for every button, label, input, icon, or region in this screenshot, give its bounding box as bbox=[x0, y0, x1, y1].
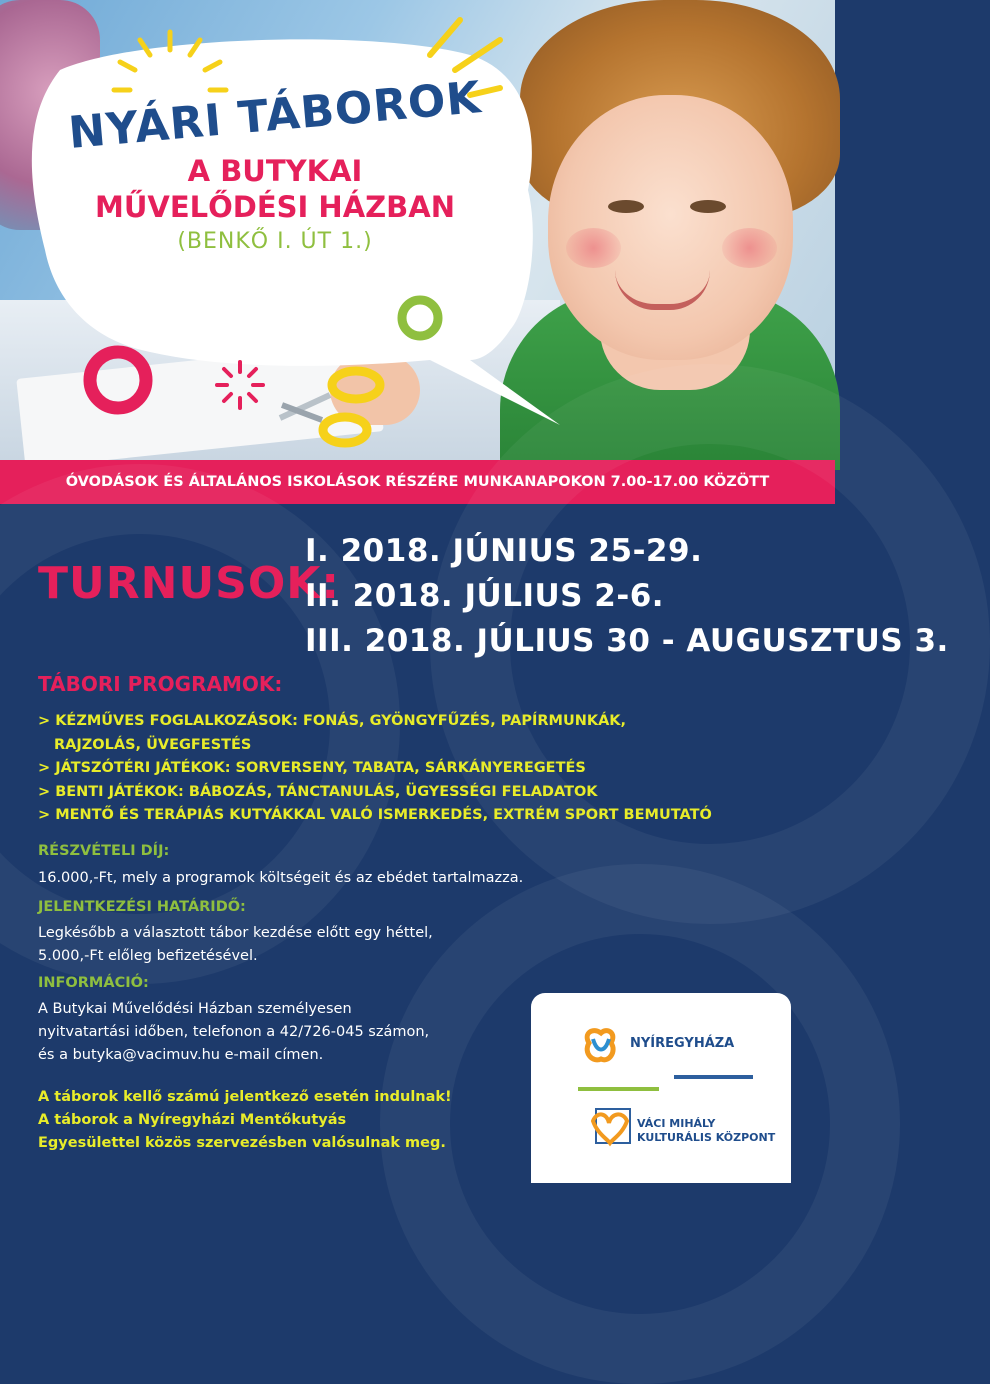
turnus-item-3: III. 2018. JÚLIUS 30 - AUGUSZTUS 3. bbox=[305, 623, 949, 659]
audience-banner: ÓVODÁSOK ÉS ÁLTALÁNOS ISKOLÁSOK RÉSZÉRE MUNKANAPOKON 7.00-17.00 KÖZÖTT bbox=[0, 460, 835, 504]
closing-line-3: Egyesülettel közös szervezésben valósulnak meg. bbox=[38, 1135, 446, 1151]
deadline-line-2: 5.000,-Ft előleg befizetésével. bbox=[38, 948, 258, 964]
nyiregyhaza-logo-text: NYÍREGYHÁZA bbox=[630, 1036, 735, 1051]
turnus-label: TURNUSOK: bbox=[38, 558, 340, 609]
list-item: > KÉZMŰVES FOGLALKOZÁSOK: FONÁS, GYÖNGYFŰZÉS, PAPÍRMUNKÁK, bbox=[38, 713, 627, 729]
list-item: > JÁTSZÓTÉRI JÁTÉKOK: SORVERSENY, TABATA, SÁRKÁNYEREGETÉS bbox=[38, 760, 586, 776]
nyiregyhaza-logo-icon bbox=[587, 1031, 613, 1060]
list-item: RAJZOLÁS, ÜVEGFESTÉS bbox=[54, 736, 252, 753]
pink-ring-icon bbox=[90, 352, 146, 408]
programs-heading: TÁBORI PROGRAMOK: bbox=[38, 672, 283, 696]
turnus-item-2: II. 2018. JÚLIUS 2-6. bbox=[305, 578, 665, 614]
subtitle-line-1: A BUTYKAI bbox=[187, 154, 363, 188]
fee-text: 16.000,-Ft, mely a programok költségeit és az ebédet tartalmazza. bbox=[38, 870, 524, 886]
page-title: NYÁRI TÁBOROK bbox=[66, 72, 484, 159]
deadline-heading: JELENTKEZÉSI HATÁRIDŐ: bbox=[38, 899, 246, 915]
vaci-mihaly-logo-text-2: KULTURÁLIS KÖZPONT bbox=[637, 1131, 776, 1144]
list-item: > MENTŐ ÉS TERÁPIÁS KUTYÁKKAL VALÓ ISMERKEDÉS, EXTRÉM SPORT BEMUTATÓ bbox=[38, 807, 712, 823]
pink-burst-icon bbox=[217, 362, 263, 408]
vaci-mihaly-logo-icon bbox=[593, 1109, 630, 1143]
title-block bbox=[40, 72, 510, 254]
info-line-1: A Butykai Művelődési Házban személyesen bbox=[38, 1001, 352, 1017]
closing-line-1: A táborok kellő számú jelentkező esetén indulnak! bbox=[38, 1089, 452, 1105]
programs-list bbox=[38, 710, 798, 828]
vaci-mihaly-logo-text-1: VÁCI MIHÁLY bbox=[637, 1117, 716, 1130]
logo-graphics bbox=[531, 993, 791, 1183]
info-heading: INFORMÁCIÓ: bbox=[38, 975, 149, 991]
closing-note bbox=[38, 1086, 518, 1155]
turnus-item-1: I. 2018. JÚNIUS 25-29. bbox=[305, 533, 703, 569]
scissors-icon bbox=[280, 371, 380, 443]
list-item: > BENTI JÁTÉKOK: BÁBOZÁS, TÁNCTANULÁS, ÜGYESSÉGI FELADATOK bbox=[38, 783, 598, 800]
info-line-2: nyitvatartási időben, telefonon a 42/726-045 számon, bbox=[38, 1024, 430, 1040]
address: (BENKŐ I. ÚT 1.) bbox=[177, 229, 373, 254]
logo-card bbox=[531, 993, 791, 1183]
closing-line-2: A táborok a Nyíregyházi Mentőkutyás bbox=[38, 1112, 347, 1128]
subtitle-line-2: MŰVELŐDÉSI HÁZBAN bbox=[94, 190, 455, 224]
info-line-3: és a butyka@vacimuv.hu e-mail címen. bbox=[38, 1047, 324, 1063]
deadline-line-1: Legkésőbb a választott tábor kezdése előtt egy héttel, bbox=[38, 925, 433, 941]
fee-heading: RÉSZVÉTELI DÍJ: bbox=[38, 843, 170, 859]
